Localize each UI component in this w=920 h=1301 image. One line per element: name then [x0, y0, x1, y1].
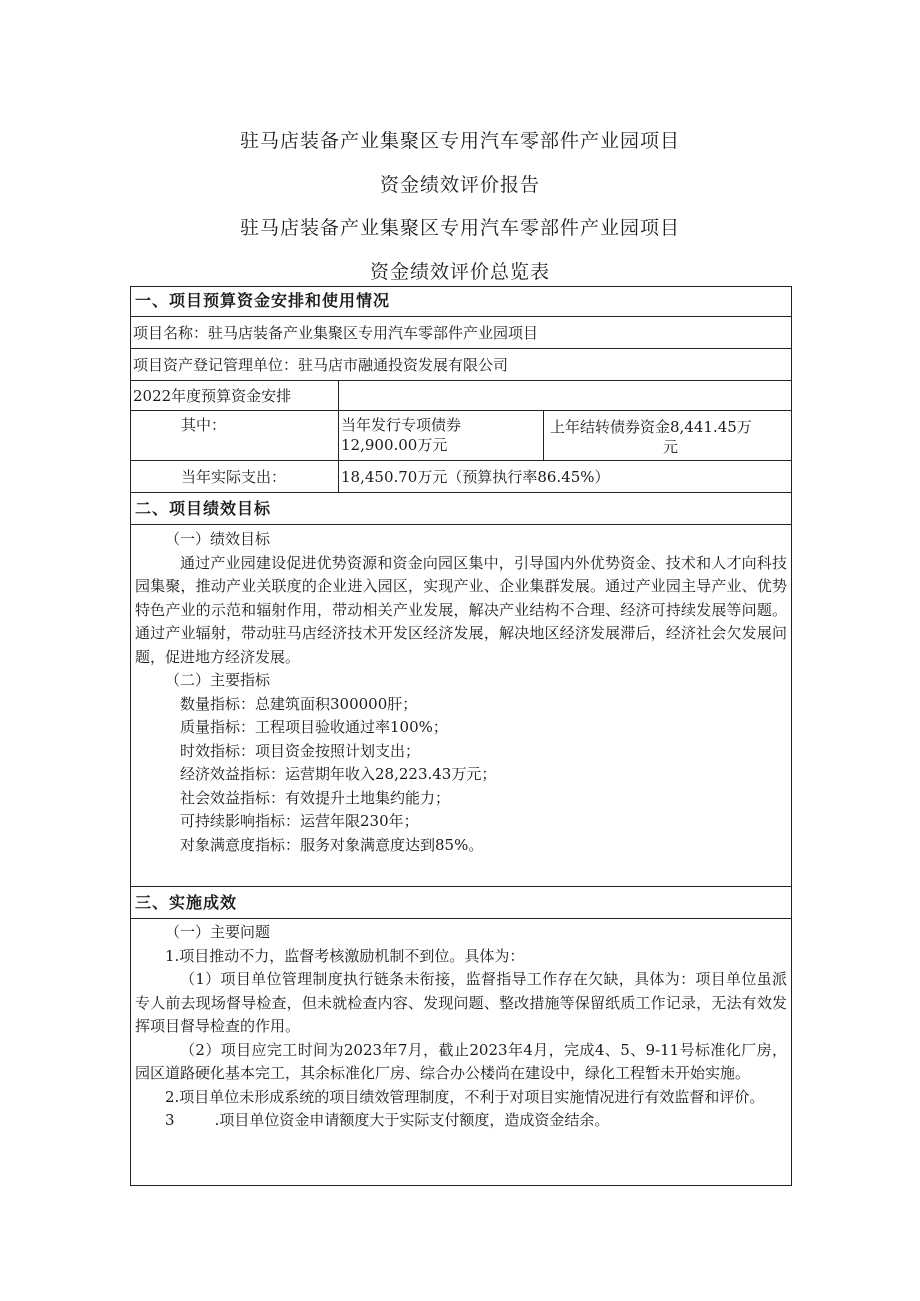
summary-title-line1: 驻马店装备产业集聚区专用汽车零部件产业园项目 [239, 217, 680, 239]
section3-heading-row [131, 887, 791, 919]
problem-item-3 [135, 1109, 787, 1133]
asset-unit: 项目资产登记管理单位：驻马店市融通投资发展有限公司 [133, 356, 509, 374]
section2-body-row [131, 525, 791, 887]
problem-item-1-sub-1: （1）项目单位管理制度执行链条未衔接，监督指导工作存在欠缺，具体为：项目单位虽派专人前去现场督导检查，但未就检查内容、发现问题、整改措施等保留纸质工作记录，无法有效发挥项目督导检查的作用。 [135, 970, 787, 1035]
special-bond-cell [339, 411, 544, 460]
section2-body [135, 525, 787, 886]
of-which-row [131, 411, 791, 461]
section1-heading: 一、项目预算资金安排和使用情况 [135, 291, 391, 310]
report-title-line2: 资金绩效评价报告 [379, 174, 540, 196]
actual-value: 18,450.70万元（预算执行率86.45%） [341, 468, 610, 486]
carryover-cell [544, 411, 791, 460]
budget-value [339, 381, 791, 410]
indicator-timeliness: 时效指标：项目资金按照计划支出； [180, 741, 421, 760]
special-bond-value: 12,900.00万元 [341, 436, 448, 454]
budget-label: 2022年度预算资金安排 [131, 381, 339, 410]
section2-heading-row [131, 493, 791, 525]
project-name-row [131, 317, 791, 349]
summary-title-line2: 资金绩效评价总览表 [369, 261, 550, 283]
section2-heading: 二、项目绩效目标 [135, 499, 272, 518]
section3-heading: 三、实施成效 [135, 893, 238, 912]
problem-item-3-text: .项目单位资金申请额度大于实际支付额度，造成资金结余。 [214, 1111, 610, 1129]
problem-item-3-number: 3 [165, 1111, 175, 1129]
actual-label: 当年实际支出： [131, 461, 339, 492]
summary-table [130, 286, 792, 1186]
section3-body [135, 919, 787, 1185]
problems-heading: （一）主要问题 [165, 923, 271, 941]
indicator-economic: 经济效益指标：运营期年收入28,223.43万元； [180, 765, 497, 783]
actual-spending-row [131, 461, 791, 493]
carryover-unit: 元 [662, 438, 678, 456]
indicator-social: 社会效益指标：有效提升土地集约能力； [180, 788, 451, 807]
report-title-line1: 驻马店装备产业集聚区专用汽车零部件产业园项目 [239, 130, 680, 152]
indicator-quantity: 数量指标：总建筑面积300000肝； [180, 694, 418, 713]
of-which-label: 其中： [131, 411, 339, 460]
goal-heading: （一）绩效目标 [165, 530, 271, 548]
section1-heading-row [131, 287, 791, 317]
indicators-heading: （二）主要指标 [165, 671, 271, 689]
problem-item-1: 1.项目推动不力，监督考核激励机制不到位。具体为： [165, 946, 525, 965]
problem-item-2: 2.项目单位未形成系统的项目绩效管理制度，不利于对项目实施情况进行有效监督和评价。 [165, 1087, 765, 1106]
carryover-label: 上年结转债券资金8,441.45万 [550, 418, 752, 436]
indicator-quality: 质量指标：工程项目验收通过率100%； [180, 718, 448, 736]
section3-body-row [131, 919, 791, 1185]
goal-text: 通过产业园建设促进优势资源和资金向园区集中，引导国内外优势资金、技术和人才向科技园集聚，推动产业关联度的企业进入园区，实现产业、企业集群发展。通过产业园主导产业、优势特色产业的示范和辐射作用，带动相关产业发展，解决产业结构不合理、经济可持续发展等问题。通过产业辐射，带动驻马店经济技术开发区经济发展，解决地区经济发展滞后，经济社会欠发展问题，促进地方经济发展。 [135, 553, 787, 666]
budget-row [131, 381, 791, 411]
project-name: 项目名称：驻马店装备产业集聚区专用汽车零部件产业园项目 [133, 324, 539, 342]
indicator-sustainability: 可持续影响指标：运营年限230年； [180, 812, 419, 830]
problem-item-1-sub-2: （2）项目应完工时间为2023年7月，截止2023年4月，完成4、5、9-11号标准化厂房，园区道路硬化基本完工，其余标准化厂房、综合办公楼尚在建设中，绿化工程暂未开始实施。 [135, 1040, 787, 1082]
asset-unit-row [131, 349, 791, 381]
special-bond-label: 当年发行专项债券 [341, 416, 462, 434]
indicator-satisfaction: 对象满意度指标：服务对象满意度达到85%。 [180, 835, 484, 854]
